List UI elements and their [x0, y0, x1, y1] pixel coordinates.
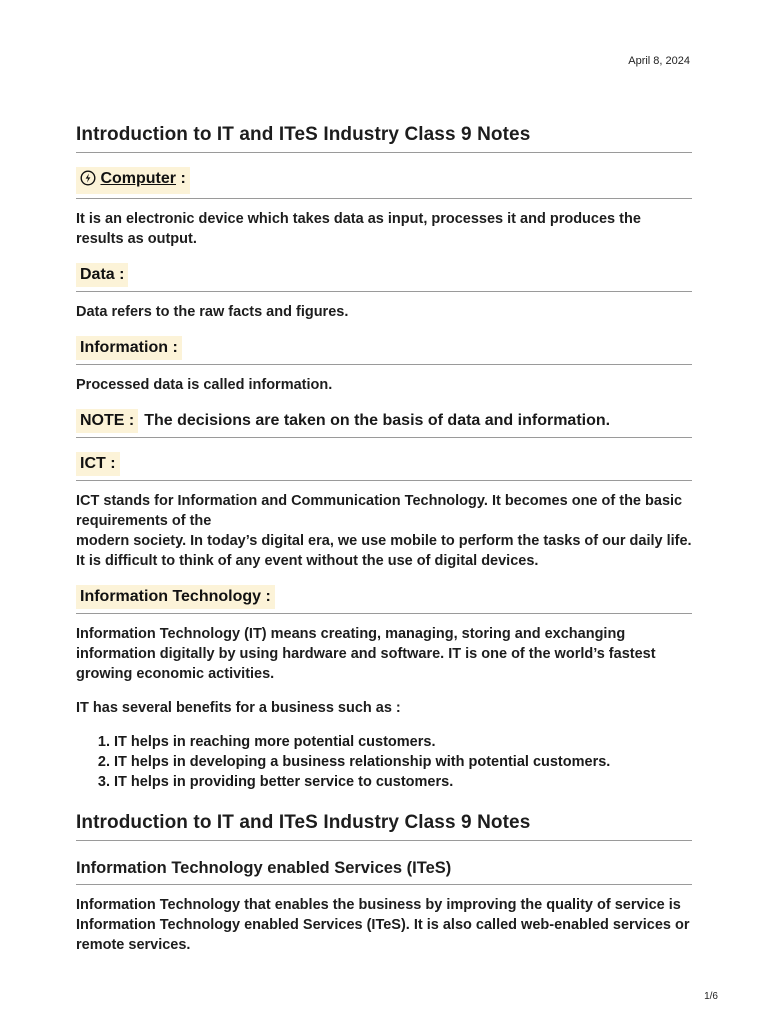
page-title: Introduction to IT and ITeS Industry Class 9 Notes [76, 124, 692, 153]
data-definition: Data refers to the raw facts and figures. [76, 304, 349, 320]
page-number: 1/6 [704, 991, 718, 1002]
note-heading [76, 409, 692, 438]
note-label: NOTE : [76, 409, 138, 433]
computer-heading [76, 167, 692, 199]
data-heading-label: Data : [76, 263, 128, 287]
ict-definition-line2: modern society. In today’s digital era, we use mobile to perform the tasks of our daily life. It is difficult to think of any event without the use of digital devices. [76, 533, 692, 569]
ict-definition [76, 491, 692, 571]
data-heading [76, 263, 692, 292]
ites-definition: Information Technology that enables the business by improving the quality of service is Information Technology enabled Services (ITeS). It is also called web-enabled services or remote services. [76, 897, 690, 953]
information-heading [76, 336, 692, 365]
ict-heading [76, 452, 692, 481]
section-title: Introduction to IT and ITeS Industry Class 9 Notes [76, 812, 692, 841]
list-item: 2. IT helps in developing a business relationship with potential customers. [114, 752, 692, 772]
information-heading-label: Information : [76, 336, 182, 360]
document-body [76, 124, 692, 955]
document-date: April 8, 2024 [628, 55, 690, 67]
computer-definition: It is an electronic device which takes data as input, processes it and produces the results as output. [76, 211, 641, 247]
computer-heading-suffix: : [176, 170, 186, 187]
ict-definition-line1: ICT stands for Information and Communication Technology. It becomes one of the basic requirements of the [76, 493, 683, 529]
information-definition: Processed data is called information. [76, 377, 333, 393]
it-definition: Information Technology (IT) means creating, managing, storing and exchanging information digitally by using hardware and software. IT is one of the world’s fastest growing economic activities. [76, 626, 656, 682]
ict-heading-label: ICT : [76, 452, 120, 476]
list-item: 1. IT helps in reaching more potential customers. [114, 732, 692, 752]
it-heading-label: Information Technology : [76, 585, 275, 609]
lightning-icon [80, 170, 96, 191]
computer-link[interactable]: Computer [100, 170, 177, 187]
note-text: The decisions are taken on the basis of data and information. [144, 412, 611, 429]
it-benefits-list [76, 732, 692, 792]
it-heading [76, 585, 692, 614]
it-benefits-intro: IT has several benefits for a business such as : [76, 700, 401, 716]
ites-heading: Information Technology enabled Services (ITeS) [76, 859, 692, 885]
list-item: 3. IT helps in providing better service to customers. [114, 772, 692, 792]
